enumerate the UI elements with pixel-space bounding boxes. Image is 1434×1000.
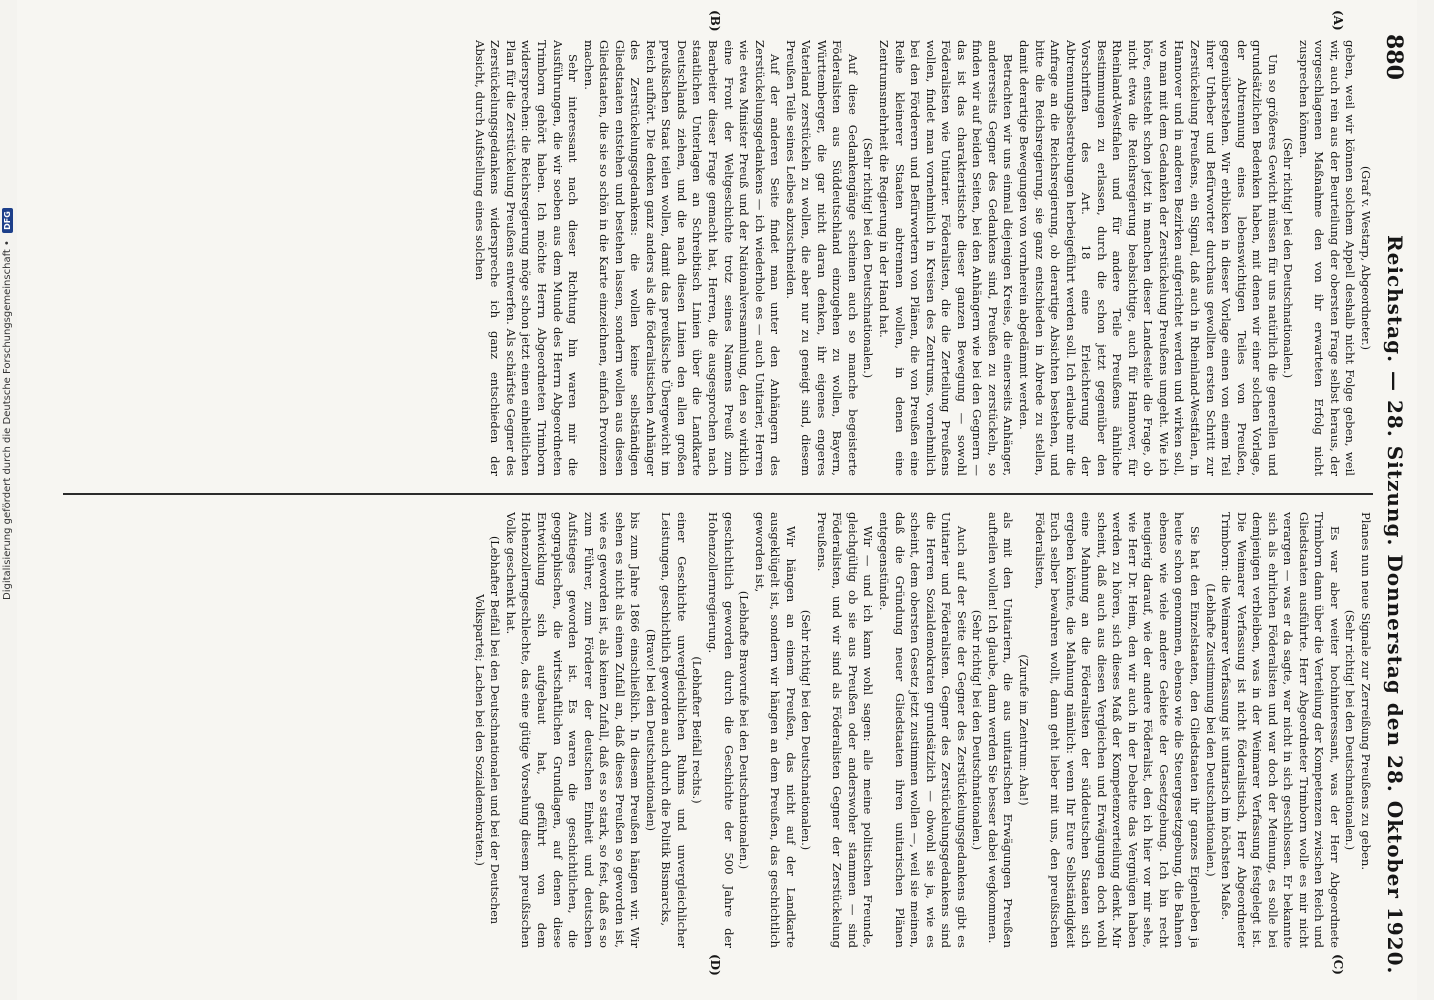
interjection: (Sehr richtig! bei den Deutschnationalen.) [1281,137,1295,379]
paragraph: Auch auf der Seite der Gegner des Zerstückelungsgedankens gibt es Unitarier und Föderalisten. Gegner des Zerstückelungsgedankens sind die Herren Sozialdemokraten grundsätzlich — obwohl sie ja, wie es scheint, dem obersten Gesetz jetzt zustimmen wollen —, weil sie meinen, daß die Gründung neuer Gliedstaaten ihren unitarischen Plänen entgegenstünde. [877,512,969,948]
interjection: (Graf v. Westarp, Abgeordneter.) [1359,165,1372,351]
margin-marker-b: (B) [708,10,722,32]
paragraph: Um so größeres Gewicht müssen für uns natürlich die generellen und grundsätzlichen Bedenken haben, mit denen wir einer solchen Vorlage, der Abtrennung eines lebenswichtigen Teiles von Preußen, gegenüberstehen. Wir erblicken in dieser Vorlage einen von einem Teil ihrer Urheber und Befürworter durchaus gewollten ersten Schritt zur Zerstückelung Preußens, ein Signal, daß auch in Rheinland-Westfalen, in Hannover und in anderen Bezirken aufgerichtet werden und wirken soll, wo man mit dem Gedanken der Zerstückelung Preußens umgeht. Wie ich höre, entsteht schon jetzt in manchen dieser Landesteile die Frage, ob nicht etwa die Reichsregierung beabsichtige, auch für Hannover, für Rheinland-Westfalen und für andere Teile Preußens ähnliche Bestimmungen zu erlassen, durch die schon jetzt gegenüber den Vorschriften des Art. 18 eine Erleichterung der Abtrennungsbestrebungen herbeigeführt werden soll. Ich erlaube mir die Anfrage an die Reichsregierung, ob derartige Absichten bestehen, und bitte die Reichsregierung, sie ganz entschieden in Abrede zu stellen, damit derartige Bewegungen von vornherein abgedämmt werden. [1016,40,1280,476]
paragraph: Planes nun neue Signale zur Zerreißung Preußens zu geben. [1359,512,1373,871]
interjection: (Lebhafte Bravorufe bei den Deutschnationalen.) [737,590,751,870]
paragraph: Betrachten wir uns einmal diejenigen Kreise, die einerseits Anhänger, andererseits Gegner des Gedankens sind, Preußen zu zerstückeln, so finden wir auf beiden Seiten, bei den Anhängern wie bei den Gegnern — das ist das charakteristische dieser ganzen Bewegung — sowohl Föderalisten wie Unitarier. Föderalisten, die die Zerteilung Preußens wollen, findet man vornehmlich in Kreisen des Zentrums, vornehmlich bei den Förderern und Befürwortern von Plänen, die von Preußen eine Reihe kleinerer Staaten abtrennen wollen, in denen eine Zentrumsmehrheit die Regierung in der Hand hat. [877,40,1016,476]
right-text-column [53,512,1373,948]
page-title: Reichstag. — 28. Sitzung. Donnerstag den 28. Oktober 1920. [1383,235,1407,975]
running-head [1375,30,1409,975]
paragraph: als mit den Unitariern, die aus unitarischen Erwägungen Preußen aufteilen wollen! Ich glaube, dann werden Sie besser dabei wegkommen. [985,512,1016,948]
paragraph: Auf der anderen Seite findet man unter den Anhängern des Zerstückelungsgedankens — ich wiederhole es — auch Unitarier, Herren wie etwa Minister Preuß und der Nationalversammlung, den so wirklich eine Front der Weltgeschichte trotz seines Namens Preuß zum Bearbeiter dieser Frage gemacht hat, Herren, die ausgesprochen nach staatlichen Unterlagen an Schreibtisch Linien über die Landkarte Deutschlands ziehen, und die nach diesen Linien den allen großen preußischen Staat teilen wollen, damit das preußische Übergewicht im Reich aufhört. Die denken ganz anders als die föderalistischen Anhänger des Zerstückelungsgedankens: die wollen keine selbständigen Gliedstaaten entstehen und bestehen lassen, sondern wollen aus diesen Gliedstaaten, die sie so schön in die Karte einzeichnen, einfach Provinzen machen. [581,40,783,476]
interjection: (Sehr richtig! bei den Deutschnationalen.) [799,609,813,851]
paragraph: Wir hängen an einem Preußen, das nicht auf der Landkarte ausgeklügelt ist, sondern wir hängen an dem Preußen, das geschichtlich geworden ist, [752,512,798,948]
credit-text: Digitalisierung gefördert durch die Deutsche Forschungsgemeinschaft • [2,240,13,600]
margin-marker-a: (A) [1331,10,1345,31]
paragraph: geschichtlich geworden durch die Geschichte der 500 Jahre der Hohenzollernregierung. [706,512,736,948]
paragraph: einer Geschichte unvergleichlichen Ruhms und unvergleichlicher Leistungen, geschichtlich geworden auch durch die Politik Bismarcks, [659,512,689,948]
margin-marker-c: (C) [1331,954,1345,975]
paragraph: bis zum Jahre 1866 einschließlich. In diesem Preußen hängen wir. Wir sehen es nicht als einen Zufall an, daß dieses Preußen so geworden ist, wie es geworden ist, als keinen Zufall, daß es so stark, so fest, daß es so zum Führer, zum Förderer der deutschen Einheit und deutschen Aufstieges geworden ist. Es waren die geschichtlichen, die geographischen, die wirtschaftlichen Grundlagen, auf denen diese Entwicklung sich aufgebaut hat, geführt von dem Hohenzollerngeschlechte, das eine gütige Vorsehung diesem preußischen Volke geschenkt hat. [503,512,643,948]
interjection: (Sehr richtig! bei den Deutschnationalen.) [970,609,984,851]
interjection: (Zurufe im Zentrum: Aha!) [1016,654,1030,806]
paragraph: geben, weil wir können solchem Appell deshalb nicht Folge geben, weil wir, auch rein aus der Beurteilung der obersten Frage selbst heraus, der vorgeschlagenen Maßnahme den von ihr erwarteten Erfolg nicht zusprechen können. [1296,40,1358,476]
column-divider [63,493,1373,495]
page-number: 880 [1381,34,1407,80]
digitization-credit [2,200,13,600]
interjection: (Lebhafter Beifall bei den Deutschnationalen und bei der Deutschen Volkspartei; Lachen bei den Sozialdemokraten.) [472,535,502,925]
paragraph: Sehr interessant nach dieser Richtung hin waren mir die Ausführungen, die wir soeben aus dem Munde des Herrn Abgeordneten Trimborn gehört haben. Ich möchte Herrn Abgeordneten Trimborn widersprechen: die Reichsregierung möge schon jetzt einen einheitlichen Plan für die Zerstückelung Preußens entwerfen. Als schärfste Gegner des Zerstückelungsgedankens widerspreche ich ganz entschieden der Absicht, durch Aufstellung eines solchen [472,40,581,476]
dfg-logo: DFG [2,208,13,233]
interjection: (Lebhafte Zustimmung bei den Deutschnationalen.) [1203,583,1217,877]
paragraph: Sie hat den Einzelstaaten, den Gliedstaaten ihr ganzes Eigenleben ja heute schon genommen, ebenso wie die Steuergesetzgebung, die Bahnen ebenso wie viele andere Gebiete der Gesetzgebung. Ich bin recht neugierig darauf, wie der andere Föderalist, den ich hier vor mir sehe, wie Herr Dr. Heim, den wir auch in der Debatte das Vergnügen haben werden zu hören, sich dieses Maß der Kompetenzverteilung denkt. Mir scheint, daß auch aus diesen Vergleichen und Erwägungen doch wohl eine Mahnung an die Föderalisten der süddeutschen Staaten sich ergeben könnte, die Mahnung nämlich: wenn Ihr Eure Selbständigkeit Euch selber bewahren wollt, dann geht lieber mit uns, den preußischen Föderalisten, [1032,512,1202,948]
paragraph: Auf diese Gedankengänge scheinen auch so manche begeisterte Föderalisten aus Süddeutschland einzugehen zu wollen, Bayern, Württemberger, die gar nicht daran denken, ihr eigenes engeres Vaterland zerstückeln zu wollen, die aber nur zu geneigt sind, diesem Preußen Teile seines Leibes abzuschneiden. [783,40,860,476]
interjection: (Bravo! bei den Deutschnationalen) [643,628,657,831]
paragraph: Es war aber weiter hochinteressant, was der Herr Abgeordnete Trimborn dann über die Verteilung der Kompetenzen zwischen Reich und Gliedstaaten ausführte. Herr Abgeordneter Trimborn wolle es mir nicht verargen — was er da sagte, war nicht in sich geschlossen. Er bekannte sich als ehrlichen Föderalisten und war doch der Meinung, es solle bei demjenigen verbleiben, was in der Weimarer Verfassung festgelegt ist. Die Weimarer Verfassung ist nicht föderalistisch, Herr Abgeordneter Trimborn: die Weimarer Verfassung ist unitarisch im höchsten Maße. [1219,512,1342,948]
paragraph: Wir — und ich kann wohl sagen: alle meine politischen Freunde, gleichgültig ob sie aus Preußen oder anderswoher stammen — sind Föderalisten, und wir sind als Föderalisten Gegner der Zerstückelung Preußens. [814,512,876,948]
margin-marker-d: (D) [708,954,722,976]
interjection: (Lebhafter Beifall rechts.) [690,656,704,804]
interjection: (Sehr richtig! bei den Deutschnationalen.) [861,137,875,379]
rotated-page-scan [17,0,1417,1000]
interjection: (Sehr richtig! bei den Deutschnationalen.) [1343,609,1357,851]
left-text-column [53,40,1373,476]
